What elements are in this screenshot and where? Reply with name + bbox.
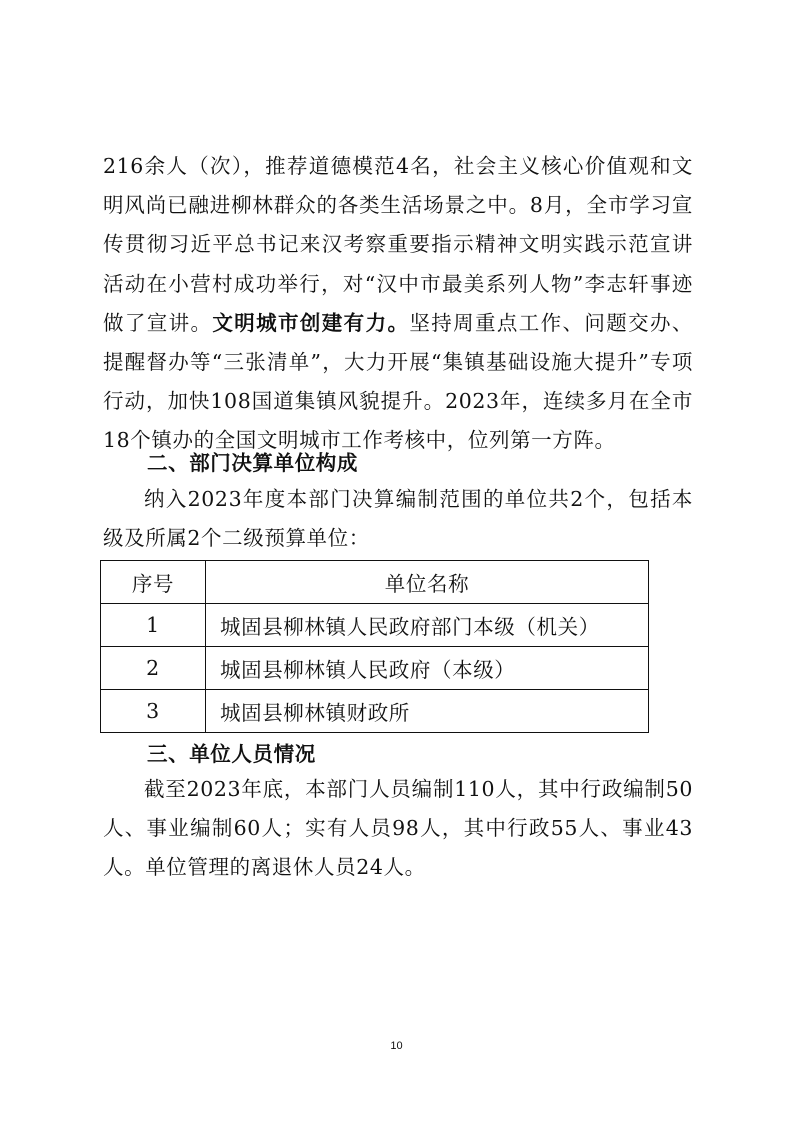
header-unit-name: 单位名称 — [206, 561, 649, 604]
units-table — [100, 560, 649, 733]
row-seq: 3 — [101, 690, 206, 733]
intro-text-part1: 216余人（次），推荐道德模范4名，社会主义核心价值观和文明风尚已融进柳林群众的各类生活场景之中。8月，全市学习宣传贯彻习近平总书记来汉考察重要指示精神文明实践示范宣讲活动在小营村成功举行，对“汉中市最美系列人物”李志轩事迹做了宣讲。 — [103, 154, 693, 335]
header-seq: 序号 — [101, 561, 206, 604]
row-unit-name: 城固县柳林镇财政所 — [206, 690, 649, 733]
intro-paragraph — [103, 147, 693, 461]
section2-paragraph: 纳入2023年度本部门决算编制范围的单位共2个，包括本级及所属2个二级预算单位： — [103, 487, 693, 551]
row-unit-name: 城固县柳林镇人民政府部门本级（机关） — [206, 604, 649, 647]
row-seq: 2 — [101, 647, 206, 690]
row-seq: 1 — [101, 604, 206, 647]
table-row — [101, 647, 649, 690]
table-row — [101, 690, 649, 733]
section3-paragraph: 截至2023年底，本部门人员编制110人，其中行政编制50人、事业编制60人；实有人员98人，其中行政55人、事业43人。单位管理的离退休人员24人。 — [103, 777, 693, 880]
row-unit-name: 城固县柳林镇人民政府（本级） — [206, 647, 649, 690]
intro-bold-phrase: 文明城市创建有力。 — [212, 310, 410, 335]
section3-heading: 三、单位人员情况 — [147, 742, 316, 766]
page-number: 10 — [390, 1040, 403, 1052]
intro-text-part2: 坚持周重点工作、问题交办、提醒督办等“三张清单”，大力开展“集镇基础设施大提升”专项行动，加快108国道集镇风貌提升。2023年，连续多月在全市18个镇办的全国文明城市工作考核中，位列第一方阵。 — [103, 310, 693, 453]
table-row — [101, 604, 649, 647]
table-header-row — [101, 561, 649, 604]
section2-heading: 二、部门决算单位构成 — [147, 451, 358, 475]
